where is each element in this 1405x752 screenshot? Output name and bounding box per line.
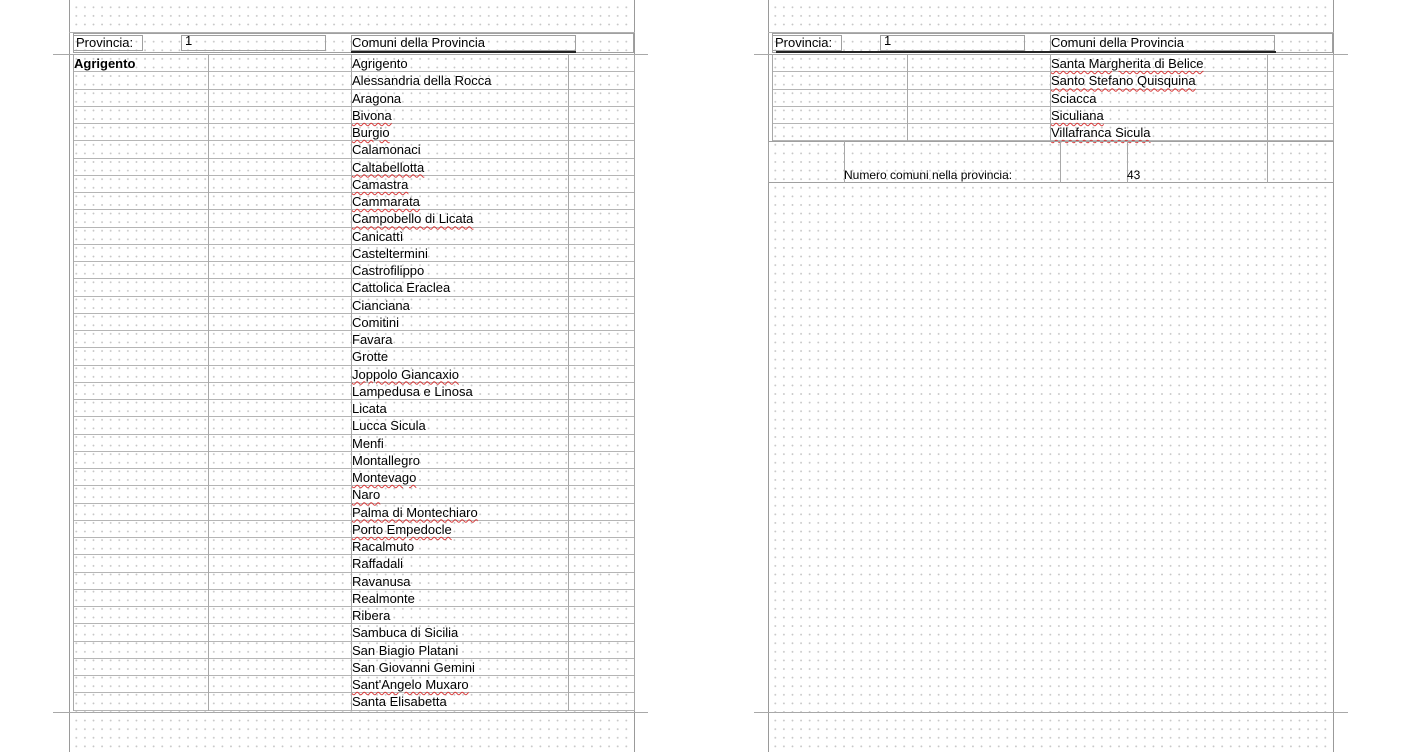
column-guide bbox=[1267, 141, 1268, 183]
report-page-1 bbox=[69, 0, 635, 752]
column-guide bbox=[772, 55, 773, 141]
comuni-header-label: Comuni della Provincia bbox=[1051, 35, 1184, 50]
comune-name[interactable]: Raffadali bbox=[352, 556, 404, 572]
page-border bbox=[768, 0, 769, 752]
comune-name[interactable]: Favara bbox=[352, 332, 393, 347]
comune-name[interactable]: Bivona bbox=[352, 107, 392, 123]
comune-name[interactable]: Montallegro bbox=[352, 452, 420, 468]
header-underline bbox=[351, 51, 576, 53]
report-page-2 bbox=[768, 0, 1334, 752]
comune-name[interactable]: Canicattì bbox=[352, 228, 404, 244]
comune-name[interactable]: Siculiana bbox=[1051, 107, 1104, 123]
comuni-header-label: Comuni della Provincia bbox=[352, 35, 485, 50]
section-divider bbox=[754, 54, 1348, 55]
comune-name[interactable]: Camastra bbox=[352, 176, 409, 192]
page-border bbox=[69, 0, 70, 752]
column-guide bbox=[1333, 55, 1334, 141]
provincia-label: Provincia: bbox=[76, 35, 134, 50]
comune-name[interactable]: Casteltermini bbox=[352, 245, 428, 261]
comune-name[interactable]: Licata bbox=[352, 401, 387, 416]
comune-name[interactable]: Realmonte bbox=[352, 590, 415, 606]
comune-name[interactable]: Castrofilippo bbox=[352, 263, 425, 278]
provincia-value: 1 bbox=[185, 33, 193, 48]
comune-name[interactable]: Naro bbox=[352, 487, 381, 503]
comune-name[interactable]: Menfi bbox=[352, 435, 384, 451]
column-guide bbox=[1267, 55, 1268, 141]
comune-name[interactable]: San Giovanni Gemini bbox=[352, 659, 475, 675]
count-value: 43 bbox=[1127, 168, 1141, 182]
page-footer-area bbox=[69, 712, 635, 752]
column-guide bbox=[568, 55, 569, 711]
column-guide bbox=[907, 55, 908, 141]
comune-name[interactable]: Aragona bbox=[352, 90, 402, 106]
comune-name[interactable]: Porto Empedocle bbox=[352, 521, 452, 537]
section-divider bbox=[53, 54, 648, 55]
provincia-label: Provincia: bbox=[775, 35, 833, 50]
comune-name[interactable]: Santa Margherita di Belice bbox=[1051, 56, 1204, 71]
header-underline bbox=[776, 51, 1276, 53]
comune-name[interactable]: Santo Stefano Quisquina bbox=[1051, 73, 1196, 89]
section-divider bbox=[754, 712, 1348, 713]
comune-name[interactable]: Santa Elisabetta bbox=[352, 694, 447, 710]
comune-name[interactable]: Palma di Montechiaro bbox=[352, 504, 478, 520]
provincia-value-box[interactable] bbox=[181, 35, 326, 51]
comune-name[interactable]: Racalmuto bbox=[352, 539, 415, 554]
comune-name[interactable]: Campobello di Licata bbox=[352, 211, 474, 227]
comune-name[interactable]: Lampedusa e Linosa bbox=[352, 383, 473, 399]
comune-name[interactable]: Montevago bbox=[352, 470, 417, 485]
comune-name[interactable]: Alessandria della Rocca bbox=[352, 73, 492, 89]
column-guide bbox=[208, 55, 209, 711]
section-divider bbox=[53, 712, 648, 713]
comune-name[interactable]: Joppolo Giancaxio bbox=[352, 366, 459, 382]
comune-name[interactable]: Comitini bbox=[352, 314, 399, 330]
province-name: Agrigento bbox=[74, 56, 136, 71]
comune-name[interactable]: Sambuca di Sicilia bbox=[352, 625, 459, 641]
provincia-value-box[interactable] bbox=[880, 35, 1025, 51]
comune-name[interactable]: Caltabellotta bbox=[352, 159, 425, 175]
count-label: Numero comuni nella provincia: bbox=[844, 168, 1013, 182]
comune-name[interactable]: Grotte bbox=[352, 349, 389, 365]
column-guide bbox=[634, 55, 635, 711]
page-header-area bbox=[768, 0, 1334, 33]
comune-name[interactable]: Cammarata bbox=[352, 194, 420, 209]
column-guide bbox=[73, 55, 74, 711]
column-guide bbox=[1060, 141, 1061, 183]
column-guide bbox=[1050, 55, 1051, 141]
comune-name[interactable]: Burgio bbox=[352, 125, 390, 140]
page-footer-area bbox=[768, 712, 1334, 752]
comune-name[interactable]: Sant'Angelo Muxaro bbox=[352, 677, 469, 692]
comune-name[interactable]: Agrigento bbox=[352, 56, 408, 71]
page-header-area bbox=[69, 0, 635, 33]
comune-name[interactable]: Cattolica Eraclea bbox=[352, 280, 451, 296]
comune-name[interactable]: Cianciana bbox=[352, 297, 410, 313]
comune-name[interactable]: Calamonaci bbox=[352, 142, 421, 158]
comune-name[interactable]: Lucca Sicula bbox=[352, 418, 426, 434]
comune-name[interactable]: San Biagio Platani bbox=[352, 642, 459, 658]
comune-name[interactable]: Sciacca bbox=[1051, 90, 1097, 106]
comune-name[interactable]: Ravanusa bbox=[352, 573, 411, 589]
comune-name[interactable]: Ribera bbox=[352, 608, 391, 623]
column-guide bbox=[351, 55, 352, 711]
comune-name[interactable]: Villafranca Sicula bbox=[1051, 125, 1151, 140]
provincia-value: 1 bbox=[884, 33, 892, 48]
